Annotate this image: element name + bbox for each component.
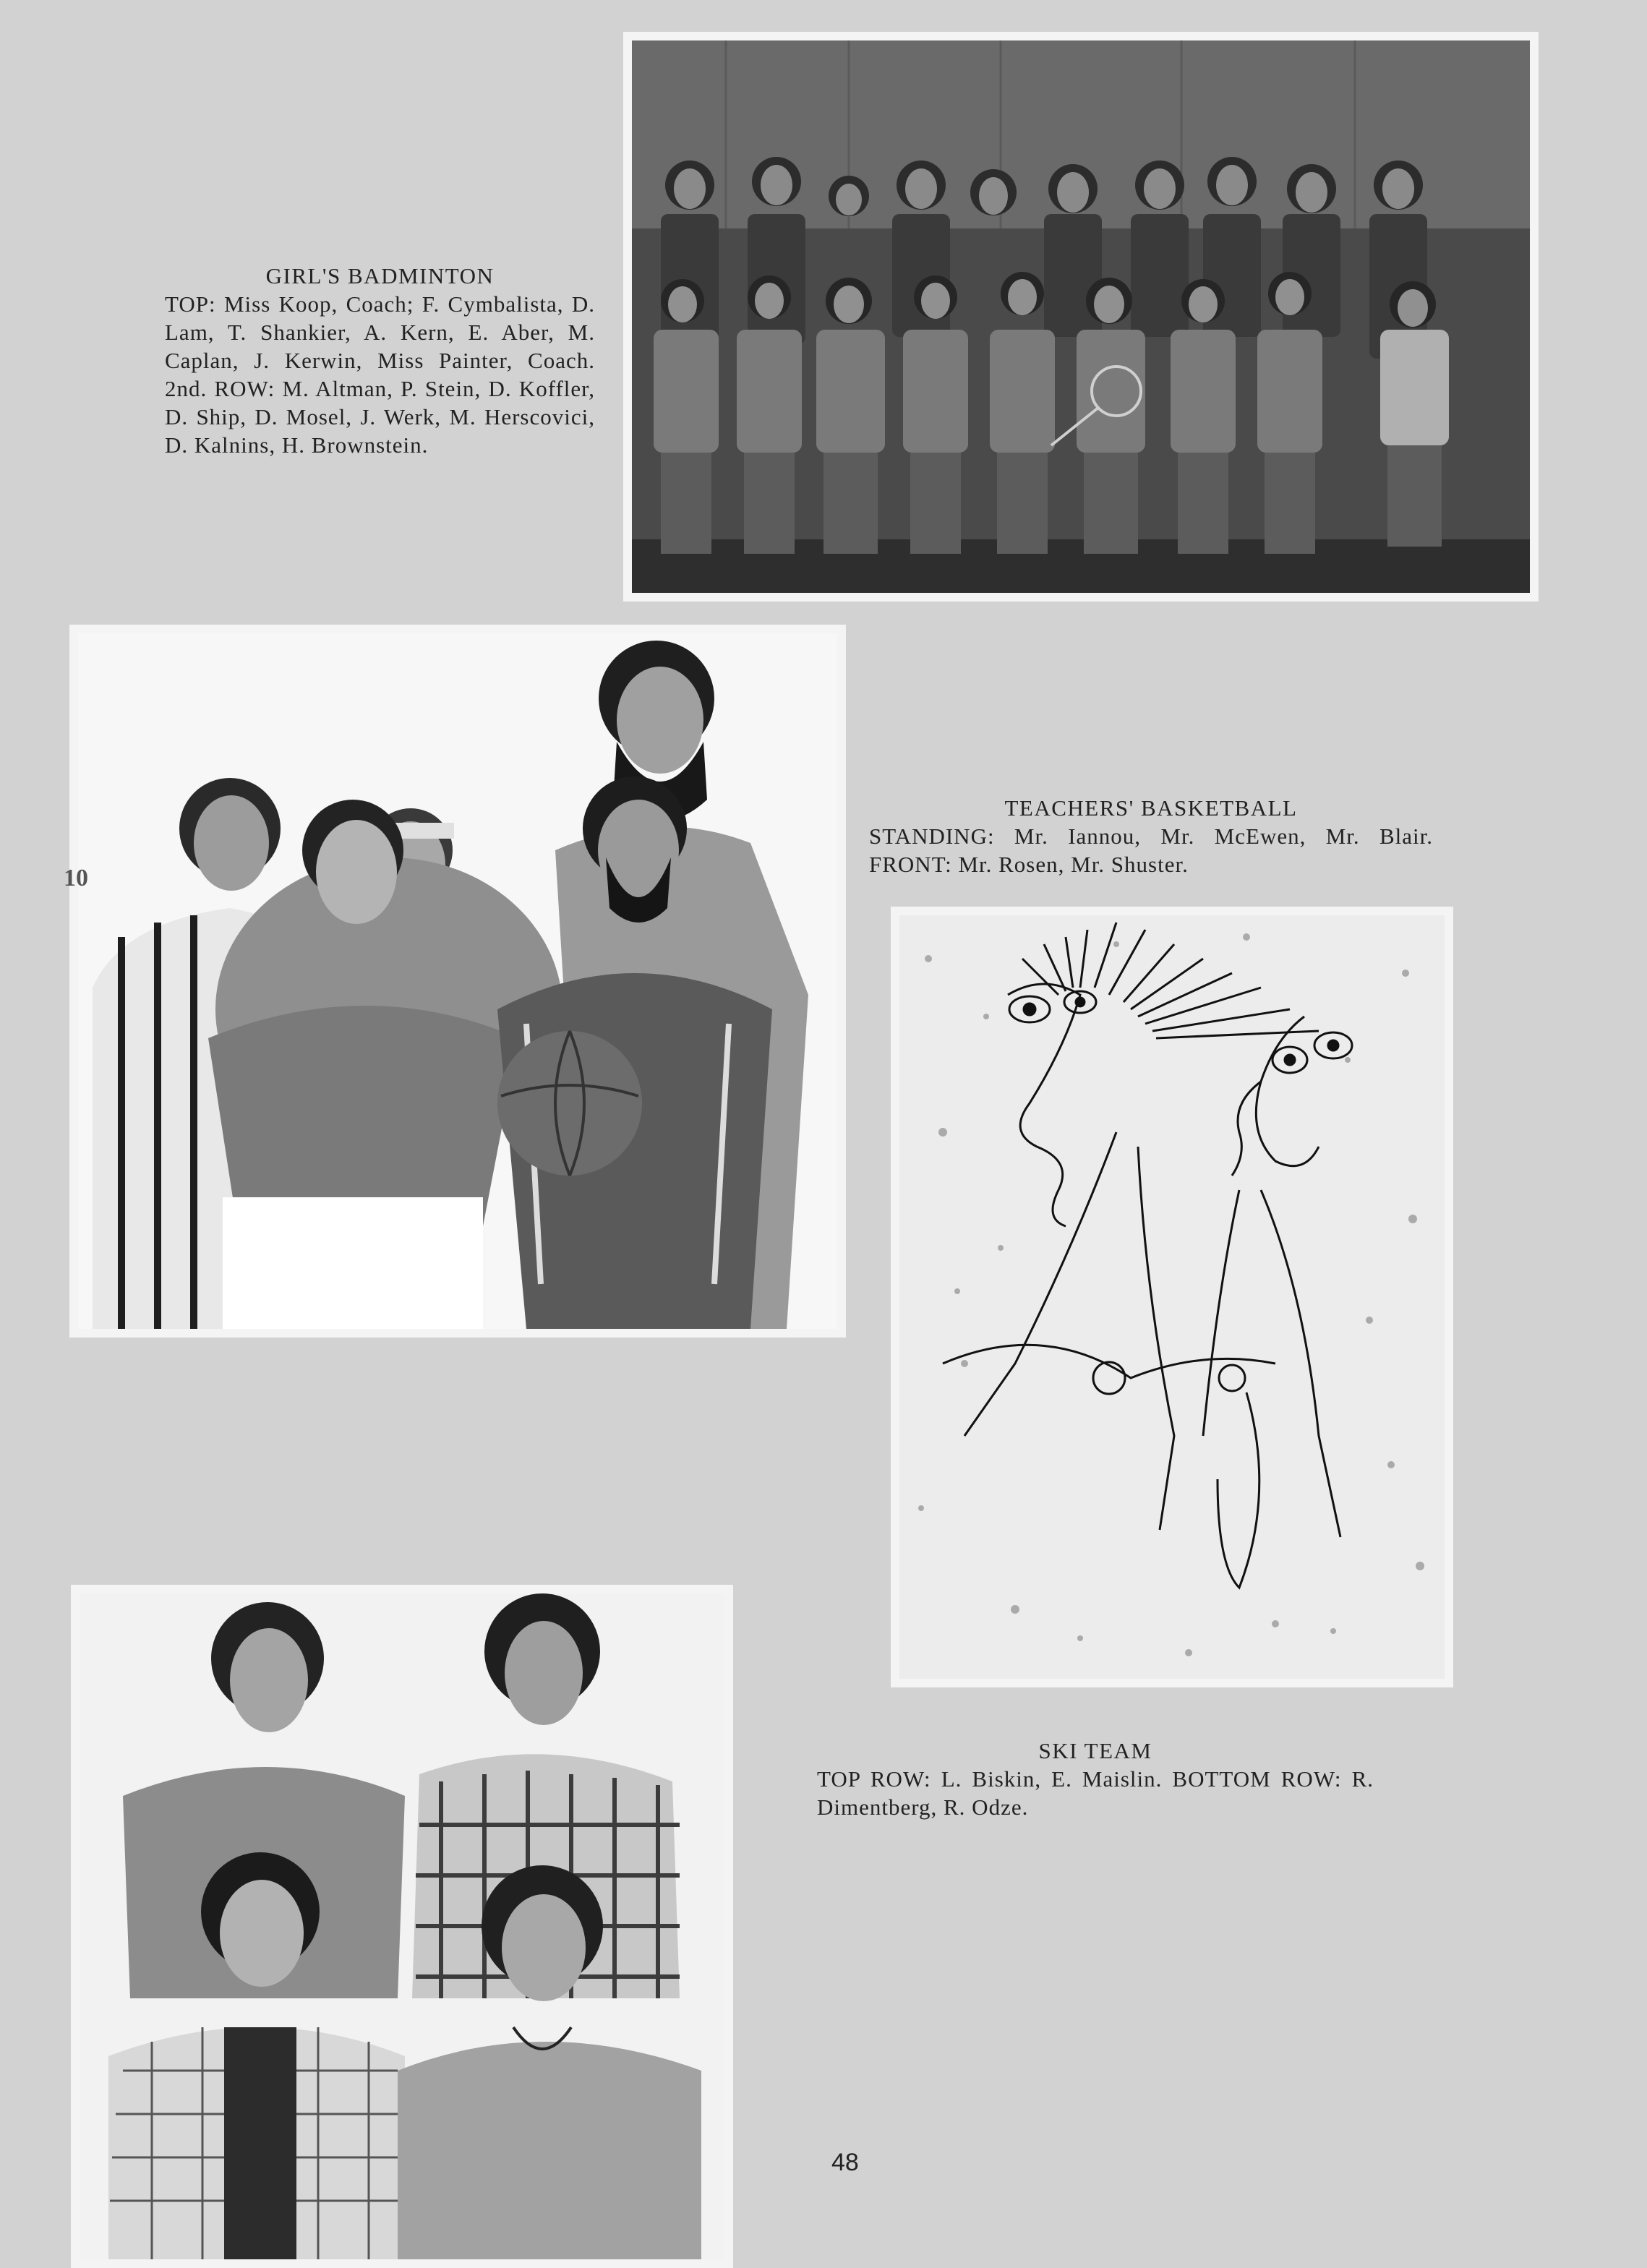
ski-caption bbox=[817, 1737, 1374, 1821]
photo-number-mark: 10 bbox=[64, 865, 88, 891]
badminton-caption bbox=[165, 262, 595, 459]
badminton-title: GIRL'S BADMINTON bbox=[265, 263, 495, 288]
badminton-team-photo bbox=[623, 32, 1539, 602]
teachers-photo-image bbox=[78, 633, 837, 1329]
caricature-drawing bbox=[891, 907, 1453, 1687]
caricature-image bbox=[899, 915, 1445, 1679]
page-number: 48 bbox=[831, 2149, 859, 2176]
teachers-title: TEACHERS' BASKETBALL bbox=[1004, 795, 1298, 821]
ski-title: SKI TEAM bbox=[1038, 1738, 1152, 1763]
ski-names: TOP ROW: L. Biskin, E. Maislin. BOTTOM ROW: R. Dimentberg, R. Odze. bbox=[817, 1766, 1374, 1820]
badminton-photo-image bbox=[632, 40, 1530, 593]
teachers-caption bbox=[869, 794, 1433, 878]
teachers-names: STANDING: Mr. Iannou, Mr. McEwen, Mr. Blair. FRONT: Mr. Rosen, Mr. Shuster. bbox=[869, 823, 1433, 877]
badminton-names: TOP: Miss Koop, Coach; F. Cymbalista, D. Lam, T. Shankier, A. Kern, E. Aber, M. Caplan, J. Kerwin, Miss Painter, Coach. 2nd. ROW: M. Altman, P. Stein, D. Koffler, D. Ship, D. Mosel, J. Werk, M. Herscovici, D. Kalnins, H. Brownstein. bbox=[165, 291, 595, 458]
ski-team-photo bbox=[71, 1585, 733, 2268]
ski-photo-image bbox=[80, 1593, 724, 2259]
teachers-basketball-photo bbox=[69, 625, 846, 1338]
